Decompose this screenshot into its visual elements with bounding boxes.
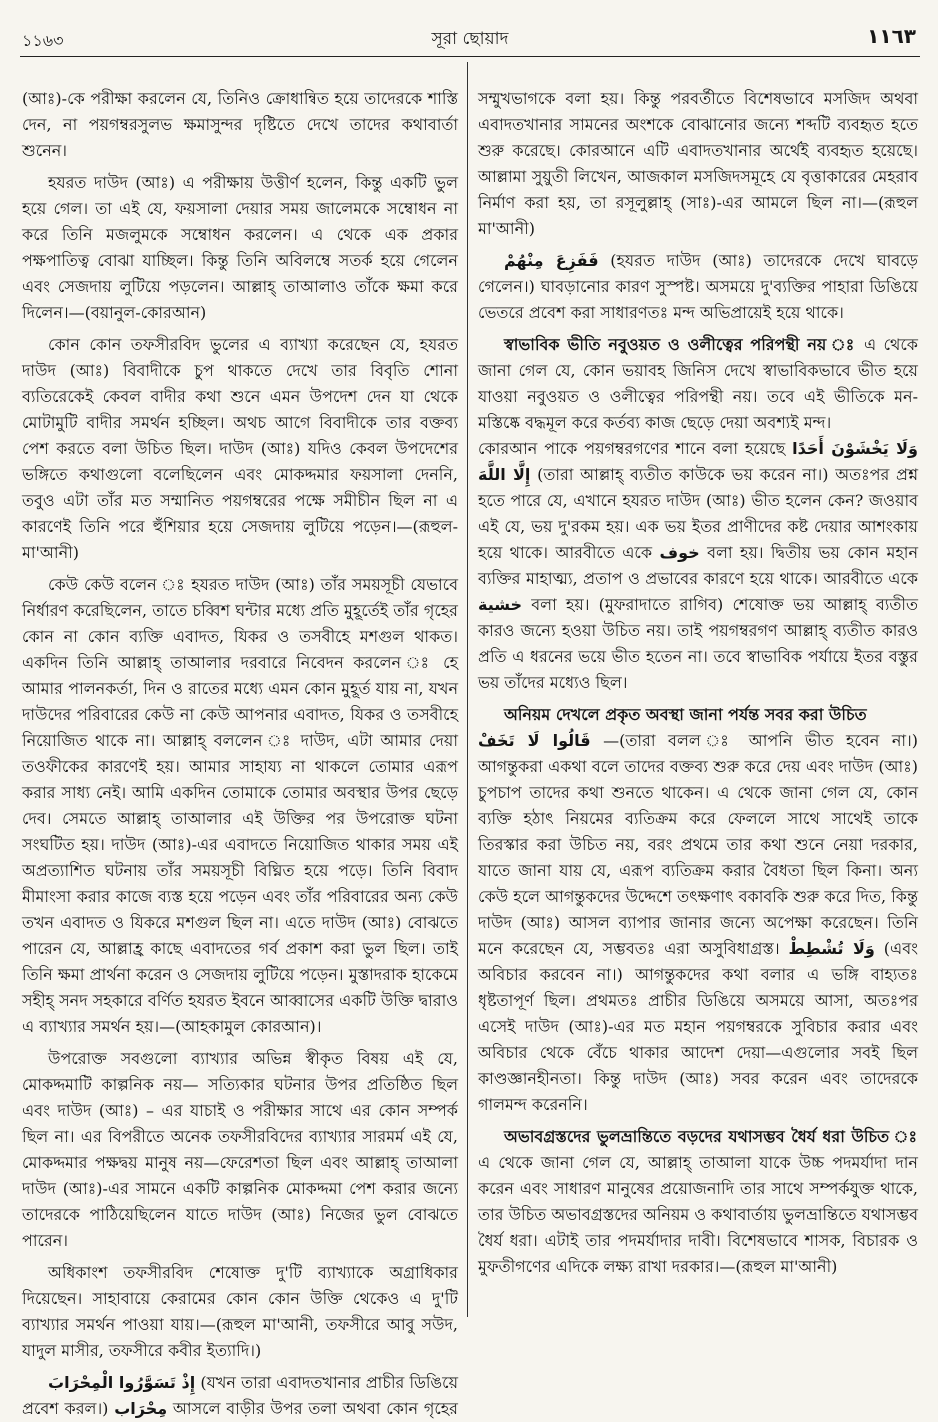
page-number-bengali: ১১৬৩ (22, 31, 64, 50)
arabic-phrase: وَلَا تُشْطِطْ (788, 939, 875, 958)
paragraph-text: এ থেকে জানা গেল যে, আল্লাহ্ তাআলা যাকে উচ্চ পদমর্যাদা দান করেন এবং সাধারণ মানুষের প্রয়োজনাদি তার সাথে সম্পর্কযুক্ত থাকে, তার উচিত অভাবগ্রস্তদের অনিয়ম ও কথাবার্তায় ভুলভ্রান্তিতে যথাসম্ভব ধৈর্য ধরা। এটাই তার পদমর্যাদার দাবী। বিশেষভাবে শাসক, বিচারক ও মুফতীগণের এদিকে লক্ষ্য রাখা দরকার।—(রূহুল মা'আনী) (478, 1153, 918, 1276)
section-heading: অনিয়ম দেখলে প্রকৃত অবস্থা জানা পর্যন্ত সবর করা উচিত (504, 705, 867, 724)
header-rule (20, 56, 920, 57)
paragraph (478, 332, 918, 436)
paragraph: হযরত দাউদ (আঃ) এ পরীক্ষায় উত্তীর্ণ হলেন, কিন্তু একটি ভুল হয়ে গেল। তা এই যে, ফয়সালা দেয়ার সময় জালেমকে সম্বোধন না করে তিনি মজলুমকে সম্বোধন করলেন। এ থেকে এক প্রকার পক্ষপাতিত্ব বোঝা যাচ্ছিল। কিন্তু তিনি অবিলম্বে সতর্ক হয়ে গেলেন এবং সেজদায় লুটিয়ে পড়লেন। আল্লাহ্ তাআলাও তাঁকে ক্ষমা করে দিলেন।—(বয়ানুল-কোরআন) (22, 173, 458, 322)
paragraph-text: (এবং অবিচার করবেন না।) আগন্তুকদের কথা বলার এ ভঙ্গি বাহ্যতঃ ধৃষ্টতাপূর্ণ ছিল। প্রথমতঃ প্রাচীর ডিঙিয়ে অসময়ে আসা, অতঃপর এসেই দাউদ (আঃ)-এর মত মহান পয়গম্বরকে সুবিচার করার এবং অবিচার থেকে বেঁচে থাকার আদেশ দেয়া—এগুলোর সবই ছিল কাণ্ডজ্ঞানহীনতা। কিন্তু দাউদ (আঃ) সবর করেন এবং তাদেরকে গালমন্দ করেননি। (478, 939, 919, 1114)
paragraph-text: বলা হয়। দ্বিতীয় ভয় কোন মহান ব্যক্তির মাহাত্ম্য, প্রতাপ ও প্রভাবের কারণে হয়ে থাকে। আরবীতে একে (478, 543, 918, 588)
paragraph (478, 1124, 918, 1280)
paragraph (22, 1370, 458, 1422)
page-header (20, 22, 920, 54)
arabic-word: مِحْرَاب (114, 1399, 168, 1418)
paragraph (478, 436, 918, 696)
paragraph-text: বলা হয়। (মুফরাদাতে রাগিব) শেষোক্ত ভয় আল্লাহ্ ব্যতীত কারও জন্যে হওয়া উচিত নয়। তাই পয়গম্বরগণ আল্লাহ্ ব্যতীত কারও প্রতি এ ধরনের ভয়ে ভীত হতেন না। তবে স্বাভাবিক পর্যায়ে ইতর বস্তুর ভয় তাঁদের মধ্যেও ছিল। (478, 595, 918, 692)
left-column (22, 86, 459, 1418)
arabic-phrase: إِذْ تَسَوَّرُوا الْمِحْرَابَ (48, 1373, 196, 1392)
paragraph-text: (তারা আল্লাহ্ ব্যতীত কাউকে ভয় করেন না।) অতঃপর প্রশ্ন হতে পারে যে, এখানে হযরত দাউদ (আঃ) ভীত হলেন কেন? জওয়াব এই যে, ভয় দু'রকম হয়। এক ভয় ইতর প্রাণীদের কষ্ট দেয়ার আশংকায় হয়ে থাকে। আরবীতে একে (478, 465, 919, 562)
arabic-word: خشية (478, 595, 523, 614)
section-heading: স্বাভাবিক ভীতি নবুওয়ত ও ওলীত্বের পরিপন্থী নয় ঃ (504, 335, 857, 354)
arabic-word: خوف (659, 543, 700, 562)
page-number-arabic: ١١٦٣ (867, 24, 916, 48)
paragraph-text: (যখন তারা এবাদতখানার প্রাচীর ডিঙিয়ে প্রবেশ করল।) (22, 1373, 459, 1418)
paragraph (478, 728, 918, 1118)
paragraph-text: আসলে বাড়ীর উপর তলা অথবা কোন গৃহের (172, 1399, 458, 1418)
surah-title: সূরা ছোয়াদ (431, 29, 509, 49)
paragraph: কেউ কেউ বলেন ঃ হযরত দাউদ (আঃ) তাঁর সময়সূচী যেভাবে নির্ধারণ করেছিলেন, তাতে চব্বিশ ঘন্টার মধ্যে প্রতি মুহূর্তেই তাঁর গৃহের কোন না কোন ব্যক্তি এবাদত, যিকর ও তসবীহে মশগুল থাকত। একদিন তিনি আল্লাহ্ তাআলার দরবারে নিবেদন করলেন ঃ হে আমার পালনকর্তা, দিন ও রাতের মধ্যে এমন কোন মুহূর্ত যায় না, যখন দাউদের পরিবারের কেউ না কেউ আপনার এবাদত, যিকর ও তসবীহে নিয়োজিত থাকে না। আল্লাহ্ বললেন ঃ দাউদ, এটা আমার দেয়া তওফীকের কারণেই হয়। আমার সাহায্য না থাকলে তোমার এরূপ করার সাধ্য নেই। আমি একদিন তোমাকে তোমার অবস্থার উপর ছেড়ে দেব। সেমতে আল্লাহ্ তাআলার এই উক্তির পর উপরোক্ত ঘটনা সংঘটিত হয়। দাউদ (আঃ)-এর এবাদতে নিয়োজিত থাকার সময় এই অপ্রত্যাশিত ঘটনায় তাঁর সময়সূচী বিঘ্নিত হয়ে পড়ে। তিনি বিবাদ মীমাংসা করার কাজে ব্যস্ত হয়ে পড়েন এবং তাঁর পরিবারের অন্য কেউ তখন এবাদত ও যিকরে মশগুল ছিল না। এতে দাউদ (আঃ) বোঝতে পারেন যে, আল্লাহ্র কাছে এবাদতের গর্ব প্রকাশ করা ভুল ছিল। তাই তিনি ক্ষমা প্রার্থনা করেন ও সেজদায় লুটিয়ে পড়েন। মুস্তাদরাক হাকেমে সহীহ্ সনদ সহকারে বর্ণিত হযরত ইবনে আব্বাসের একটি উক্তি দ্বারাও এ ব্যাখ্যার সমর্থন হয়।—(আহকামুল কোরআন)। (22, 575, 458, 1036)
paragraph-text: —(তারা বলল ঃ আপনি ভীত হবেন না।) আগন্তুকরা একথা বলে তাদের বক্তব্য শুরু করে দেয় এবং দাউদ (আঃ) চুপচাপ তাদের কথা শুনতে থাকেন। এ থেকে জানা গেল যে, কোন ব্যক্তি হঠাৎ নিয়মের ব্যতিক্রম করে ফেললে সাথে সাথেই তাকে তিরস্কার করা উচিত নয়, বরং প্রথমে তার কথা শুনে নেয়া দরকার, যাতে জানা যায় যে, এরূপ ব্যতিক্রম করার বৈধতা ছিল কিনা। অন্য কেউ হলে আগন্তুকদের উদ্দেশে তৎক্ষণাৎ বকাবকি শুরু করে দিত, কিন্তু দাউদ (আঃ) আসল ব্যাপার জানার জন্যে অপেক্ষা করেছেন। তিনি মনে করেছেন যে, সম্ভবতঃ এরা অসুবিধাগ্রস্ত। (478, 731, 918, 958)
paragraph: সম্মুখভাগকে বলা হয়। কিন্তু পরবর্তীতে বিশেষভাবে মসজিদ অথবা এবাদতখানার সামনের অংশকে বোঝানোর জন্যে শব্দটি ব্যবহৃত হতে শুরু করেছে। কোরআনে এটি এবাদতখানার অর্থেই ব্যবহৃত হয়েছে। আল্লামা সুয়ুতী লিখেন, আজকাল মসজিদসমূহে যে বৃত্তাকারের মেহরাব নির্মাণ করা হয়, তা রসূলুল্লাহ্ (সাঃ)-এর আমলে ছিল না।—(রূহুল মা'আনী) (478, 89, 918, 238)
paragraph: অধিকাংশ তফসীরবিদ শেষোক্ত দু'টি ব্যাখ্যাকে অগ্রাধিকার দিয়েছেন। সাহাবায়ে কেরামের কোন কোন উক্তি থেকেও এ দু'টি ব্যাখ্যার সমর্থন পাওয়া যায়।—(রূহুল মা'আনী, তফসীরে আবু সউদ, যাদুল মাসীর, তফসীরে কবীর ইত্যাদি।) (22, 1263, 458, 1360)
paragraph (478, 702, 918, 728)
paragraph-text: কোরআন পাকে পয়গম্বরগণের শানে বলা হয়েছে (478, 439, 786, 458)
arabic-phrase: فَفَزِعَ مِنْهُمْ (504, 251, 599, 270)
arabic-phrase: وَلَا يَخْشَوْنَ أَحَدًا إِلَّا اللَّهَ (478, 439, 918, 484)
right-column (478, 86, 918, 1322)
arabic-phrase: قَالُوا لَا تَخَفْ (478, 731, 591, 750)
paragraph (478, 248, 918, 326)
paragraph-text: (হযরত দাউদ (আঃ) তাদেরকে দেখে ঘাবড়ে গেলেন।) ঘাবড়ানোর কারণ সুস্পষ্ট। অসময়ে দু'ব্যক্তির পাহারা ডিঙিয়ে ভেতরে প্রবেশ করা সাধারণতঃ মন্দ অভিপ্রায়েই হয়ে থাকে। (478, 251, 918, 322)
section-heading: অভাবগ্রস্তদের ভুলভ্রান্তিতে বড়দের যথাসম্ভব ধৈর্য ধরা উচিত ঃ (504, 1127, 918, 1146)
paragraph: উপরোক্ত সবগুলো ব্যাখ্যার অভিন্ন স্বীকৃত বিষয় এই যে, মোকদ্দমাটি কাল্পনিক নয়— সত্যিকার ঘটনার উপর প্রতিষ্ঠিত ছিল এবং দাউদ (আঃ) – এর যাচাই ও পরীক্ষার সাথে এর কোন সম্পর্ক ছিল না। এর বিপরীতে অনেক তফসীরবিদের ব্যাখ্যার সারমর্ম এই যে, মোকদ্দমার পক্ষদ্বয় মানুষ নয়—ফেরেশতা ছিল এবং আল্লাহ্ তাআলা দাউদ (আঃ)-এর সামনে একটি কাল্পনিক মোকদ্দমা পেশ করার জন্যে তাদেরকে পাঠিয়েছিলেন যাতে দাউদ (আঃ) নিজের ভুল বোঝতে পারেন। (22, 1049, 458, 1250)
paragraph-text: এ থেকে জানা গেল যে, কোন ভয়াবহ জিনিস দেখে স্বাভাবিকভাবে ভীত হয়ে যাওয়া নবুওয়ত ও ওলীত্বের পরিপন্থী নয়। তবে এই ভীতিকে মন-মস্তিষ্কে বদ্ধমূল করে কর্তব্য কাজ ছেড়ে দেয়া অবশ্যই মন্দ। (478, 335, 918, 432)
paragraph: কোন কোন তফসীরবিদ ভুলের এ ব্যাখ্যা করেছেন যে, হযরত দাউদ (আঃ) বিবাদীকে চুপ থাকতে দেখে তার বিবৃতি শোনা ব্যতিরেকেই কেবল বাদীর কথা শুনে এমন উপদেশ দেন যা থেকে মোটামুটি বাদীর সমর্থন হচ্ছিল। অথচ আগে বিবাদীকে তার বক্তব্য পেশ করতে বলা উচিত ছিল। দাউদ (আঃ) যদিও কেবল উপদেশের ভঙ্গিতে কথাগুলো বলেছিলেন এবং মোকদ্দমার ফয়সালা দেননি, তবুও এটা তাঁর মত সম্মানিত পয়গম্বরের পক্ষে সমীচীন ছিল না এ কারণেই তিনি পরে হুঁশিয়ার হয়ে সেজদায় লুটিয়ে পড়েন।—(রূহুল-মা'আনী) (22, 335, 458, 562)
paragraph: (আঃ)-কে পরীক্ষা করলেন যে, তিনিও ক্রোধান্বিত হয়ে তাদেরকে শাস্তি দেন, না পয়গম্বরসুলভ ক্ষমাসুন্দর দৃষ্টিতে দেখে তাদের কথাবার্তা শুনেন। (22, 89, 458, 160)
column-divider (467, 62, 468, 1317)
